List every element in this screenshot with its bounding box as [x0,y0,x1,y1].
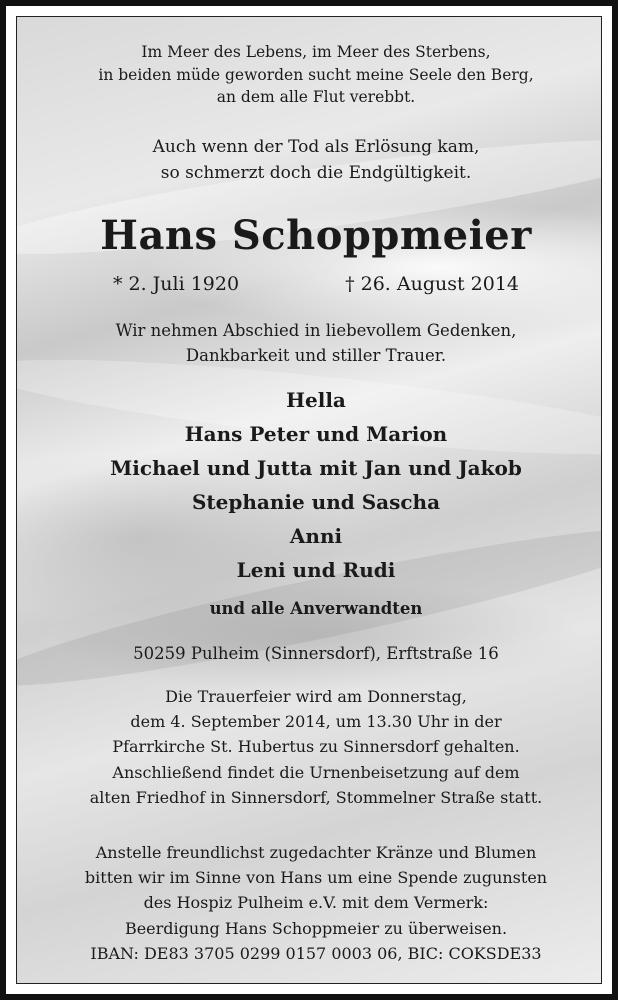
other-relatives: und alle Anverwandten [209,599,423,618]
donation-line: Anstelle freundlichst zugedachter Kränze und Blumen [95,843,537,862]
service-line: dem 4. September 2014, um 13.30 Uhr in der [130,712,502,732]
service-info [17,687,602,807]
quote-line: Auch wenn der Tod als Erlösung kam, [152,137,480,157]
poem [17,43,602,107]
family-member: Hella [286,388,346,412]
farewell-line: Wir nehmen Abschied in liebevollem Gedenken, [115,321,517,340]
donation-line: des Hospiz Pulheim e.V. mit dem Vermerk: [143,893,489,913]
family-member: Anni [289,524,343,548]
family-member: Hans Peter und Marion [184,422,448,446]
poem-line: in beiden müde geworden sucht meine Seele den Berg, [98,65,534,84]
life-dates [17,273,602,296]
farewell-text [17,321,602,366]
donation-info [17,843,602,963]
quote [17,137,602,184]
bank-details: IBAN: DE83 3705 0299 0157 0003 06, BIC: COKSDE33 [90,943,542,963]
service-line: Pfarrkirche St. Hubertus zu Sinnersdorf gehalten. [112,737,520,757]
death-date: † 26. August 2014 [345,273,520,295]
donation-line: Beerdigung Hans Schoppmeier zu überweisen. [124,918,508,938]
farewell-line: Dankbarkeit und stiller Trauer. [185,345,447,365]
service-line: Die Trauerfeier wird am Donnerstag, [165,687,467,706]
family-member: Stephanie und Sascha [191,490,441,514]
service-line: Anschließend findet die Urnenbeisetzung auf dem [112,762,520,782]
service-line: alten Friedhof in Sinnersdorf, Stommelner Straße statt. [89,787,543,807]
poem-line: Im Meer des Lebens, im Meer des Sterbens, [141,43,491,61]
birth-date: * 2. Juli 1920 [112,273,240,295]
deceased-name: Hans Schoppmeier [100,212,532,259]
obituary-background [16,16,602,984]
family-member: Michael und Jutta mit Jan und Jakob [110,456,522,480]
poem-line: an dem alle Flut verebbt. [216,88,416,107]
donation-line: bitten wir im Sinne von Hans um eine Spende zugunsten [84,868,548,888]
quote-line: so schmerzt doch die Endgültigkeit. [160,163,472,184]
family-member: Leni und Rudi [236,558,396,582]
family-list [17,388,602,582]
address: 50259 Pulheim (Sinnersdorf), Erftstraße 16 [133,644,499,663]
